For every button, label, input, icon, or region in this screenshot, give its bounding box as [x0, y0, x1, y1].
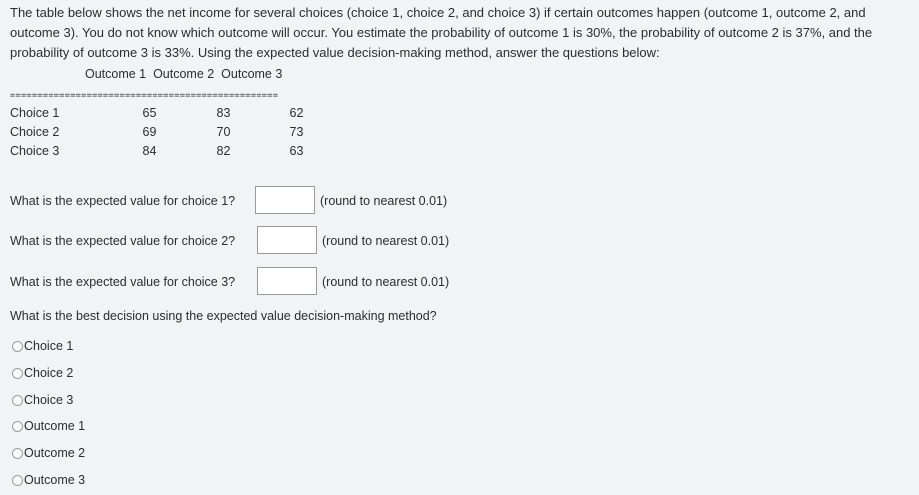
radio-button[interactable] — [12, 475, 23, 486]
table-cell: 83 — [216, 106, 231, 120]
table-cell: 73 — [289, 125, 304, 139]
table-divider: ================================================= — [10, 91, 279, 101]
radio-button[interactable] — [12, 421, 23, 432]
table-cell: 84 — [142, 144, 157, 158]
row-label: Choice 1 — [10, 106, 60, 120]
choice-3-expected-value-input[interactable] — [257, 267, 317, 295]
best-decision-question: What is the best decision using the expected value decision-making method? — [10, 309, 437, 323]
option-label: Outcome 1 — [24, 419, 86, 433]
rounding-hint: (round to nearest 0.01) — [322, 275, 450, 289]
option-outcome-1[interactable] — [12, 418, 85, 434]
choice-2-expected-value-input[interactable] — [257, 226, 317, 254]
rounding-hint: (round to nearest 0.01) — [322, 234, 450, 248]
choice-1-expected-value-input[interactable] — [255, 186, 315, 214]
problem-statement: The table below shows the net income for several choices (choice 1, choice 2, and choice 3) if certain outcomes happen (outcome 1, outcome 2, and outcome 3). You do not know which outcome will occur. You estimate the probability of outcome 1 is 30%, the probability of outcome 2 is 37%, and the probability of outcome 3 is 33%. Using the expected value decision-making method, answer the questions below: — [10, 5, 873, 60]
question-choice-3-text: What is the expected value for choice 3? — [10, 275, 236, 289]
option-choice-2[interactable] — [12, 365, 73, 381]
table-cell: 65 — [142, 106, 157, 120]
option-choice-1[interactable] — [12, 338, 73, 354]
radio-button[interactable] — [12, 341, 23, 352]
row-label: Choice 2 — [10, 125, 60, 139]
option-label: Outcome 3 — [24, 473, 86, 487]
table-header: Outcome 1 Outcome 2 Outcome 3 — [85, 67, 283, 81]
radio-button[interactable] — [12, 368, 23, 379]
row-label: Choice 3 — [10, 144, 60, 158]
option-outcome-2[interactable] — [12, 445, 85, 461]
table-cell: 69 — [142, 125, 157, 139]
option-label: Choice 2 — [24, 366, 74, 380]
option-label: Choice 1 — [24, 339, 74, 353]
radio-button[interactable] — [12, 448, 23, 459]
table-cell: 82 — [216, 144, 231, 158]
question-choice-1-text: What is the expected value for choice 1? — [10, 194, 236, 208]
question-choice-2-text: What is the expected value for choice 2? — [10, 234, 236, 248]
option-outcome-3[interactable] — [12, 472, 85, 488]
table-cell: 63 — [289, 144, 304, 158]
option-label: Outcome 2 — [24, 446, 86, 460]
table-cell: 62 — [289, 106, 304, 120]
radio-button[interactable] — [12, 395, 23, 406]
table-cell: 70 — [216, 125, 231, 139]
option-choice-3[interactable] — [12, 392, 73, 408]
option-label: Choice 3 — [24, 393, 74, 407]
rounding-hint: (round to nearest 0.01) — [320, 194, 448, 208]
